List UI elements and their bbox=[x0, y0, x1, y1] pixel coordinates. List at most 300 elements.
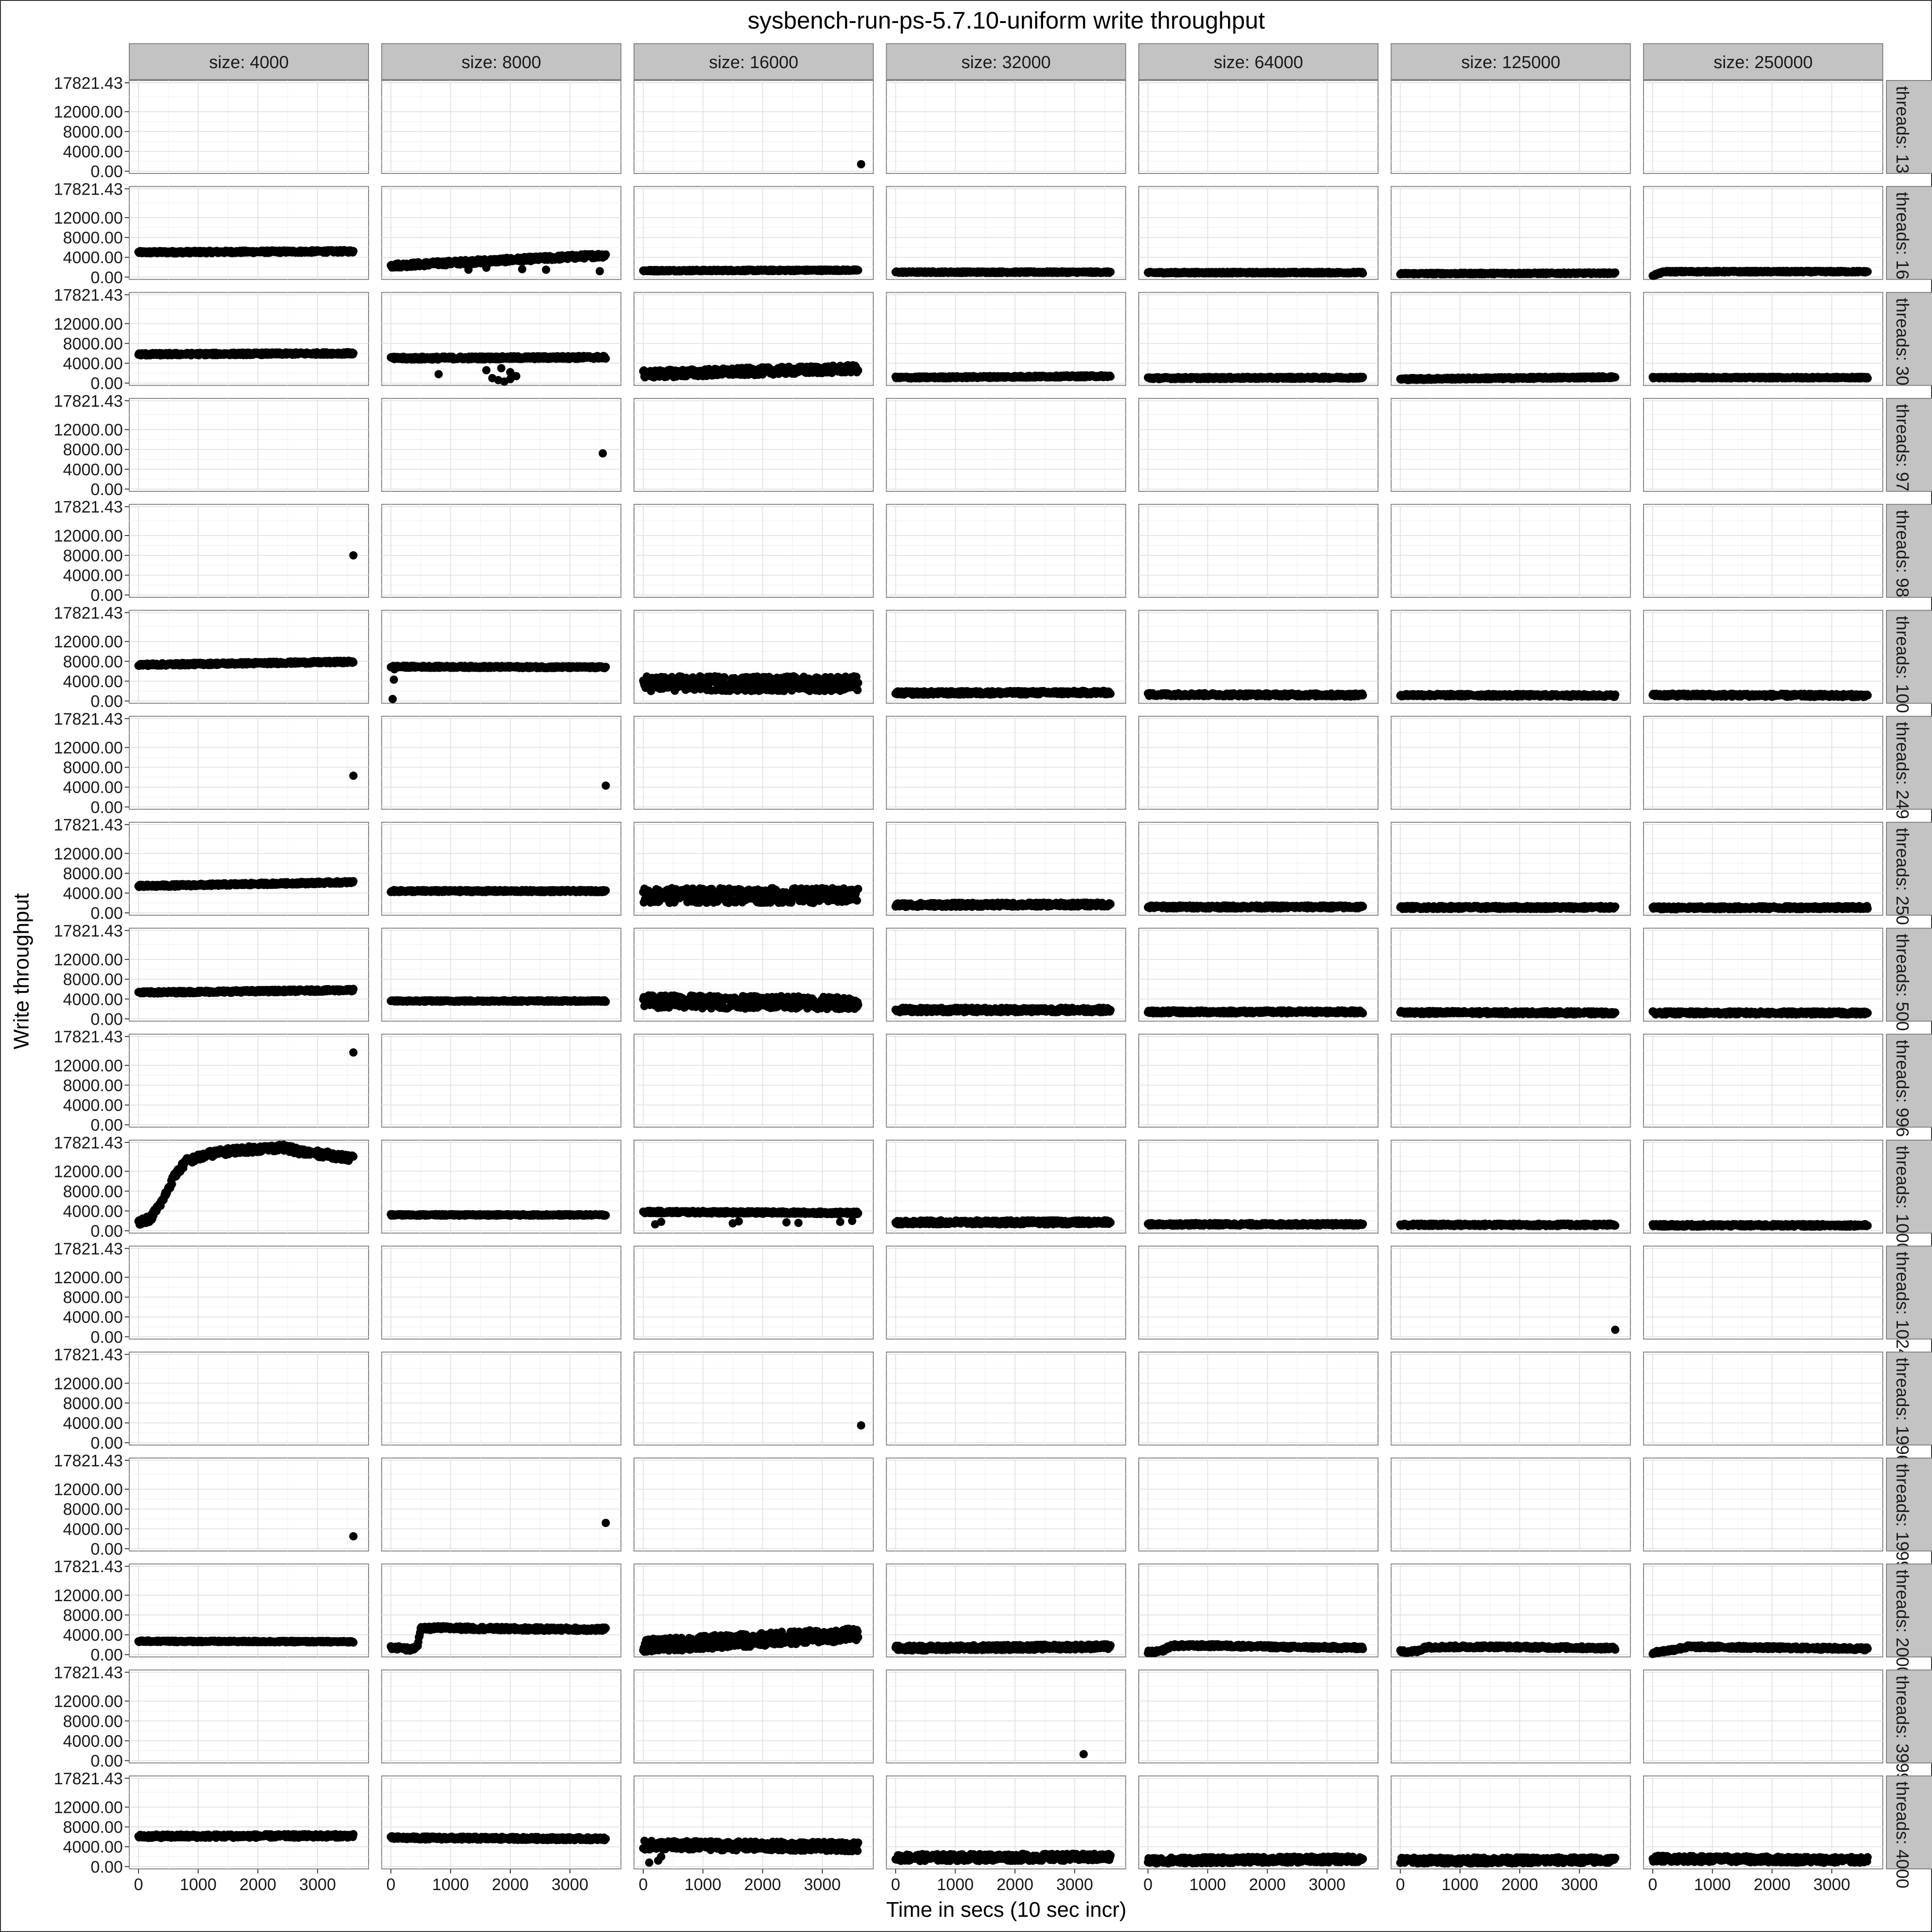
facet-panel bbox=[129, 1246, 369, 1339]
panel-background bbox=[887, 504, 1126, 597]
y-tick-label: 4000.00 bbox=[63, 1308, 123, 1326]
y-tick-label: 8000.00 bbox=[63, 1076, 123, 1095]
data-point bbox=[542, 265, 550, 274]
y-tick-label: 8000.00 bbox=[63, 864, 123, 883]
y-tick-label: 17821.43 bbox=[54, 392, 123, 410]
x-tick-label: 1000 bbox=[1189, 1875, 1226, 1894]
data-point bbox=[602, 250, 610, 259]
row-strip-label: threads: 250 bbox=[1892, 828, 1912, 925]
facet-panel bbox=[1139, 1458, 1378, 1551]
y-tick-label: 4000.00 bbox=[63, 460, 123, 479]
facet-panel bbox=[129, 293, 369, 386]
row-strip-label: threads: 500 bbox=[1892, 934, 1912, 1031]
facet-panel bbox=[1391, 1034, 1631, 1127]
y-tick-label: 12000.00 bbox=[54, 1374, 123, 1393]
facet-panel bbox=[887, 504, 1126, 597]
row-strip-label: threads: 16 bbox=[1892, 192, 1912, 279]
x-tick-label: 0 bbox=[386, 1875, 395, 1894]
y-tick-label: 0.00 bbox=[91, 1540, 123, 1558]
panel-background bbox=[382, 928, 621, 1021]
y-tick-label: 12000.00 bbox=[54, 632, 123, 651]
y-tick-label: 4000.00 bbox=[63, 778, 123, 797]
row-strip-label: threads: 1999 bbox=[1892, 1464, 1912, 1570]
column-strip-label: size: 8000 bbox=[461, 53, 541, 72]
y-tick-label: 8000.00 bbox=[63, 1288, 123, 1307]
panel-background bbox=[1644, 1670, 1883, 1763]
panel-background bbox=[1391, 504, 1631, 597]
panel-background bbox=[382, 822, 621, 915]
facet-panel bbox=[1644, 1458, 1883, 1551]
row-strip-label: threads: 97 bbox=[1892, 404, 1912, 491]
row-strip-label: threads: 996 bbox=[1892, 1040, 1912, 1137]
x-tick-label: 3000 bbox=[1561, 1875, 1598, 1894]
facet-panel bbox=[1644, 293, 1883, 386]
row-strip-label: threads: 98 bbox=[1892, 510, 1912, 597]
panel-background bbox=[634, 1776, 873, 1869]
row-strip-label: threads: 4000 bbox=[1892, 1782, 1912, 1888]
y-tick-label: 0.00 bbox=[91, 1434, 123, 1453]
facet-panel bbox=[129, 1670, 369, 1763]
x-axis-label: Time in secs (10 sec incr) bbox=[886, 1897, 1126, 1921]
y-tick-label: 12000.00 bbox=[54, 844, 123, 863]
y-tick-label: 12000.00 bbox=[54, 1480, 123, 1499]
x-tick-label: 3000 bbox=[1309, 1875, 1345, 1894]
facet-panel bbox=[382, 716, 621, 809]
facet-panel bbox=[1391, 1352, 1631, 1445]
y-tick-label: 0.00 bbox=[91, 692, 123, 711]
panel-background bbox=[1644, 1352, 1883, 1445]
facet-panel bbox=[1391, 716, 1631, 809]
facet-panel bbox=[887, 1352, 1126, 1445]
panel-background bbox=[1644, 1246, 1883, 1339]
y-tick-label: 0.00 bbox=[91, 1857, 123, 1876]
facet-panel bbox=[1139, 1246, 1378, 1339]
facet-panel bbox=[1644, 822, 1883, 915]
facet-panel bbox=[1391, 504, 1631, 597]
panel-background bbox=[1139, 186, 1378, 279]
panel-background bbox=[1644, 398, 1883, 491]
panel-background bbox=[1391, 293, 1631, 386]
panel-background bbox=[1391, 1140, 1631, 1233]
facet-panel bbox=[1391, 293, 1631, 386]
y-tick-label: 17821.43 bbox=[54, 709, 123, 728]
facet-panel bbox=[1391, 611, 1631, 704]
facet-panel bbox=[1644, 81, 1883, 173]
panel-background bbox=[1139, 1670, 1378, 1763]
panel-background bbox=[129, 1670, 369, 1763]
panel-background bbox=[1644, 504, 1883, 597]
x-tick-label: 3000 bbox=[804, 1875, 841, 1894]
y-tick-label: 0.00 bbox=[91, 904, 123, 923]
y-tick-label: 0.00 bbox=[91, 1116, 123, 1135]
column-strip-label: size: 250000 bbox=[1713, 53, 1813, 72]
facet-panel bbox=[382, 398, 621, 491]
panel-background bbox=[1391, 1246, 1631, 1339]
row-strip-label: threads: 1000 bbox=[1892, 1146, 1912, 1252]
x-tick-label: 1000 bbox=[180, 1875, 217, 1894]
panel-background bbox=[129, 398, 369, 491]
x-tick-label: 1000 bbox=[937, 1875, 974, 1894]
panel-background bbox=[129, 716, 369, 809]
y-tick-label: 4000.00 bbox=[63, 1096, 123, 1115]
x-tick-label: 3000 bbox=[552, 1875, 588, 1894]
facet-panel bbox=[1391, 81, 1631, 173]
panel-background bbox=[887, 1352, 1126, 1445]
facet-panel bbox=[887, 186, 1126, 279]
panel-background bbox=[634, 716, 873, 809]
y-tick-label: 0.00 bbox=[91, 374, 123, 393]
x-tick-label: 2000 bbox=[239, 1875, 276, 1894]
y-tick-label: 4000.00 bbox=[63, 566, 123, 585]
panel-background bbox=[382, 611, 621, 704]
facet-panel bbox=[1644, 611, 1883, 704]
y-tick-label: 0.00 bbox=[91, 1327, 123, 1346]
panel-background bbox=[634, 1034, 873, 1127]
panel-background bbox=[129, 1246, 369, 1339]
panel-background bbox=[1391, 611, 1631, 704]
panel-background bbox=[382, 716, 621, 809]
facet-panel bbox=[1644, 186, 1883, 279]
x-tick-label: 1000 bbox=[1694, 1875, 1731, 1894]
panel-background bbox=[1139, 822, 1378, 915]
facet-panel bbox=[129, 716, 369, 809]
column-strip-label: size: 32000 bbox=[961, 53, 1050, 72]
y-tick-label: 8000.00 bbox=[63, 1712, 123, 1730]
panel-background bbox=[887, 1246, 1126, 1339]
y-tick-label: 4000.00 bbox=[63, 1838, 123, 1857]
panel-background bbox=[382, 1034, 621, 1127]
facet-panel bbox=[129, 822, 369, 915]
facet-panel bbox=[1139, 716, 1378, 809]
facet-panel bbox=[1644, 1670, 1883, 1763]
x-tick-label: 1000 bbox=[1442, 1875, 1478, 1894]
facet-panel bbox=[382, 1034, 621, 1127]
y-tick-label: 12000.00 bbox=[54, 1268, 123, 1287]
chart-title: sysbench-run-ps-5.7.10-uniform write throughput bbox=[748, 7, 1265, 34]
panel-background bbox=[1391, 398, 1631, 491]
facet-panel bbox=[1139, 398, 1378, 491]
panel-background bbox=[1644, 928, 1883, 1021]
facet-panel bbox=[1391, 1458, 1631, 1551]
facet-panel bbox=[1391, 186, 1631, 279]
facet-panel bbox=[1644, 716, 1883, 809]
facet-panel bbox=[382, 81, 621, 173]
y-tick-label: 4000.00 bbox=[63, 672, 123, 691]
facet-panel bbox=[634, 1458, 873, 1551]
panel-background bbox=[1139, 611, 1378, 704]
panel-background bbox=[1644, 822, 1883, 915]
facet-panel bbox=[887, 1458, 1126, 1551]
panel-background bbox=[129, 504, 369, 597]
y-tick-label: 17821.43 bbox=[54, 604, 123, 623]
panel-background bbox=[1139, 293, 1378, 386]
row-strip-label: threads: 1024 bbox=[1892, 1251, 1912, 1358]
panel-background bbox=[1139, 398, 1378, 491]
y-tick-label: 0.00 bbox=[91, 162, 123, 181]
facet-panel bbox=[382, 1352, 621, 1445]
panel-background bbox=[634, 504, 873, 597]
row-strip-label: threads: 1996 bbox=[1892, 1358, 1912, 1465]
y-tick-label: 17821.43 bbox=[54, 1557, 123, 1576]
facet-panel bbox=[1391, 1670, 1631, 1763]
y-tick-label: 0.00 bbox=[91, 1752, 123, 1771]
y-tick-label: 4000.00 bbox=[63, 1414, 123, 1433]
panel-background bbox=[382, 1458, 621, 1551]
y-tick-label: 17821.43 bbox=[54, 179, 123, 198]
panel-background bbox=[1391, 928, 1631, 1021]
y-tick-label: 4000.00 bbox=[63, 1731, 123, 1750]
data-point bbox=[596, 267, 604, 275]
y-tick-label: 12000.00 bbox=[54, 526, 123, 545]
facet-panel bbox=[1391, 1140, 1631, 1233]
y-tick-label: 17821.43 bbox=[54, 1345, 123, 1364]
row-strip-label: threads: 3999 bbox=[1892, 1676, 1912, 1782]
facet-panel bbox=[129, 1034, 369, 1127]
facet-panel bbox=[887, 293, 1126, 386]
data-point bbox=[464, 265, 473, 274]
y-tick-label: 12000.00 bbox=[54, 1692, 123, 1711]
row-strip-label: threads: 249 bbox=[1892, 722, 1912, 819]
panel-background bbox=[1139, 716, 1378, 809]
x-tick-label: 0 bbox=[639, 1875, 648, 1894]
y-tick-label: 8000.00 bbox=[63, 334, 123, 353]
x-tick-label: 2000 bbox=[492, 1875, 529, 1894]
facet-panel bbox=[1391, 398, 1631, 491]
facet-panel bbox=[1139, 1670, 1378, 1763]
y-tick-label: 8000.00 bbox=[63, 1394, 123, 1413]
facet-panel bbox=[1644, 1352, 1883, 1445]
panel-background bbox=[129, 1034, 369, 1127]
facet-panel bbox=[129, 504, 369, 597]
y-tick-label: 17821.43 bbox=[54, 1133, 123, 1152]
x-tick-label: 0 bbox=[1143, 1875, 1153, 1894]
panel-background bbox=[887, 1034, 1126, 1127]
data-point bbox=[349, 247, 358, 255]
facet-panel bbox=[1391, 1246, 1631, 1339]
panel-background bbox=[634, 81, 873, 173]
y-tick-label: 17821.43 bbox=[54, 1663, 123, 1682]
panel-background bbox=[1139, 1140, 1378, 1233]
data-point bbox=[854, 266, 862, 274]
panel-background bbox=[887, 1458, 1126, 1551]
y-tick-label: 17821.43 bbox=[54, 1769, 123, 1788]
facet-panel bbox=[129, 398, 369, 491]
facet-panel bbox=[382, 928, 621, 1021]
panel-background bbox=[634, 398, 873, 491]
panel-background bbox=[1391, 1034, 1631, 1127]
y-tick-label: 4000.00 bbox=[63, 1626, 123, 1644]
panel-background bbox=[129, 1352, 369, 1445]
panel-background bbox=[1644, 611, 1883, 704]
y-tick-label: 12000.00 bbox=[54, 738, 123, 757]
panel-background bbox=[1391, 1352, 1631, 1445]
facet-panel bbox=[1139, 186, 1378, 279]
facet-panel bbox=[382, 1246, 621, 1339]
y-tick-label: 8000.00 bbox=[63, 1182, 123, 1201]
y-tick-label: 8000.00 bbox=[63, 970, 123, 989]
facet-panel bbox=[1644, 1140, 1883, 1233]
panel-background bbox=[1644, 1140, 1883, 1233]
panel-background bbox=[1139, 1352, 1378, 1445]
facet-panel bbox=[1391, 822, 1631, 915]
facet-panel bbox=[1644, 1246, 1883, 1339]
data-point bbox=[518, 265, 526, 273]
panel-background bbox=[129, 822, 369, 915]
facet-panel bbox=[382, 1670, 621, 1763]
facet-panel bbox=[887, 1034, 1126, 1127]
facet-panel bbox=[129, 1352, 369, 1445]
y-tick-label: 17821.43 bbox=[54, 497, 123, 516]
x-tick-label: 2000 bbox=[1501, 1875, 1538, 1894]
y-tick-label: 17821.43 bbox=[54, 74, 123, 92]
panel-background bbox=[1391, 716, 1631, 809]
facet-panel bbox=[382, 611, 621, 704]
panel-background bbox=[382, 504, 621, 597]
row-strip-label: threads: 2000 bbox=[1892, 1569, 1912, 1676]
y-tick-label: 12000.00 bbox=[54, 421, 123, 439]
x-tick-label: 3000 bbox=[1813, 1875, 1850, 1894]
y-tick-label: 0.00 bbox=[91, 480, 123, 499]
y-tick-label: 0.00 bbox=[91, 1009, 123, 1028]
facet-panel bbox=[129, 1458, 369, 1551]
y-tick-label: 0.00 bbox=[91, 1645, 123, 1664]
facet-panel bbox=[634, 1352, 873, 1445]
x-tick-label: 1000 bbox=[432, 1875, 469, 1894]
y-tick-label: 4000.00 bbox=[63, 248, 123, 267]
facet-panel bbox=[1139, 293, 1378, 386]
facet-panel bbox=[1644, 398, 1883, 491]
panel-background bbox=[1391, 81, 1631, 173]
panel-background bbox=[887, 293, 1126, 386]
x-tick-label: 0 bbox=[1396, 1875, 1405, 1894]
y-tick-label: 8000.00 bbox=[63, 546, 123, 565]
panel-background bbox=[1644, 716, 1883, 809]
column-strip-label: size: 64000 bbox=[1214, 53, 1303, 72]
y-tick-label: 8000.00 bbox=[63, 1606, 123, 1625]
panel-background bbox=[887, 398, 1126, 491]
facet-panel bbox=[382, 1776, 621, 1869]
column-strip-label: size: 125000 bbox=[1461, 53, 1561, 72]
panel-background bbox=[129, 81, 369, 173]
facet-panel bbox=[1139, 504, 1378, 597]
row-strip-label: threads: 100 bbox=[1892, 616, 1912, 713]
y-tick-label: 0.00 bbox=[91, 1222, 123, 1240]
panel-background bbox=[1644, 81, 1883, 173]
panel-background bbox=[129, 1776, 369, 1869]
y-tick-label: 8000.00 bbox=[63, 652, 123, 671]
y-tick-label: 4000.00 bbox=[63, 354, 123, 373]
panel-background bbox=[1391, 1670, 1631, 1763]
y-tick-label: 17821.43 bbox=[54, 1451, 123, 1470]
panel-background bbox=[634, 1352, 873, 1445]
y-tick-label: 12000.00 bbox=[54, 1056, 123, 1075]
panel-background bbox=[887, 716, 1126, 809]
y-tick-label: 12000.00 bbox=[54, 950, 123, 969]
panel-background bbox=[382, 398, 621, 491]
facet-panel bbox=[1139, 611, 1378, 704]
y-tick-label: 17821.43 bbox=[54, 1027, 123, 1046]
y-tick-label: 4000.00 bbox=[63, 142, 123, 161]
x-tick-label: 0 bbox=[891, 1875, 900, 1894]
facet-panel bbox=[634, 81, 873, 173]
column-strip-label: size: 16000 bbox=[709, 53, 798, 72]
data-point bbox=[857, 160, 865, 168]
panel-background bbox=[634, 1670, 873, 1763]
facet-panel bbox=[887, 1670, 1126, 1763]
facet-panel bbox=[129, 928, 369, 1021]
y-axis-label: Write throughput bbox=[9, 893, 33, 1049]
panel-background bbox=[129, 1458, 369, 1551]
panel-background bbox=[887, 186, 1126, 279]
y-tick-label: 8000.00 bbox=[63, 440, 123, 459]
y-tick-label: 12000.00 bbox=[54, 208, 123, 227]
y-tick-label: 12000.00 bbox=[54, 103, 123, 121]
panel-background bbox=[129, 293, 369, 386]
panel-background bbox=[129, 611, 369, 704]
x-tick-label: 2000 bbox=[1753, 1875, 1790, 1894]
facet-panel bbox=[129, 611, 369, 704]
panel-background bbox=[1139, 1034, 1378, 1127]
panel-background bbox=[887, 1670, 1126, 1763]
panel-background bbox=[1644, 1458, 1883, 1551]
x-tick-label: 2000 bbox=[1249, 1875, 1286, 1894]
y-tick-label: 12000.00 bbox=[54, 1798, 123, 1817]
panel-background bbox=[129, 928, 369, 1021]
y-tick-label: 17821.43 bbox=[54, 815, 123, 834]
facet-panel bbox=[887, 398, 1126, 491]
facet-panel bbox=[1644, 928, 1883, 1021]
y-tick-label: 4000.00 bbox=[63, 990, 123, 1009]
panel-background bbox=[1391, 186, 1631, 279]
facet-panel bbox=[129, 186, 369, 279]
y-tick-label: 0.00 bbox=[91, 798, 123, 817]
facet-panel bbox=[887, 716, 1126, 809]
facet-panel bbox=[634, 1246, 873, 1339]
facet-panel bbox=[1391, 928, 1631, 1021]
y-tick-label: 12000.00 bbox=[54, 1162, 123, 1181]
panel-background bbox=[634, 1246, 873, 1339]
y-tick-label: 4000.00 bbox=[63, 1202, 123, 1221]
panel-background bbox=[1644, 1034, 1883, 1127]
facet-panel bbox=[382, 504, 621, 597]
facet-panel bbox=[887, 81, 1126, 173]
data-point bbox=[1611, 268, 1620, 277]
panel-background bbox=[1391, 822, 1631, 915]
panel-background bbox=[1139, 504, 1378, 597]
panel-background bbox=[382, 1776, 621, 1869]
y-tick-label: 8000.00 bbox=[63, 1818, 123, 1837]
x-tick-label: 1000 bbox=[685, 1875, 721, 1894]
row-strip-label: threads: 30 bbox=[1892, 298, 1912, 386]
y-tick-label: 8000.00 bbox=[63, 122, 123, 141]
y-tick-label: 4000.00 bbox=[63, 1520, 123, 1539]
panel-background bbox=[1644, 293, 1883, 386]
column-strip-label: size: 4000 bbox=[209, 53, 288, 72]
y-tick-label: 12000.00 bbox=[54, 1586, 123, 1605]
panel-background bbox=[1391, 1458, 1631, 1551]
y-tick-label: 17821.43 bbox=[54, 921, 123, 940]
panel-background bbox=[129, 186, 369, 279]
facet-panel bbox=[129, 1776, 369, 1869]
x-tick-label: 3000 bbox=[1056, 1875, 1093, 1894]
x-tick-label: 2000 bbox=[997, 1875, 1033, 1894]
data-point bbox=[1107, 268, 1115, 276]
facet-panel bbox=[1139, 1034, 1378, 1127]
panel-background bbox=[382, 1246, 621, 1339]
facet-panel bbox=[1644, 1034, 1883, 1127]
panel-background bbox=[382, 1670, 621, 1763]
panel-background bbox=[382, 81, 621, 173]
